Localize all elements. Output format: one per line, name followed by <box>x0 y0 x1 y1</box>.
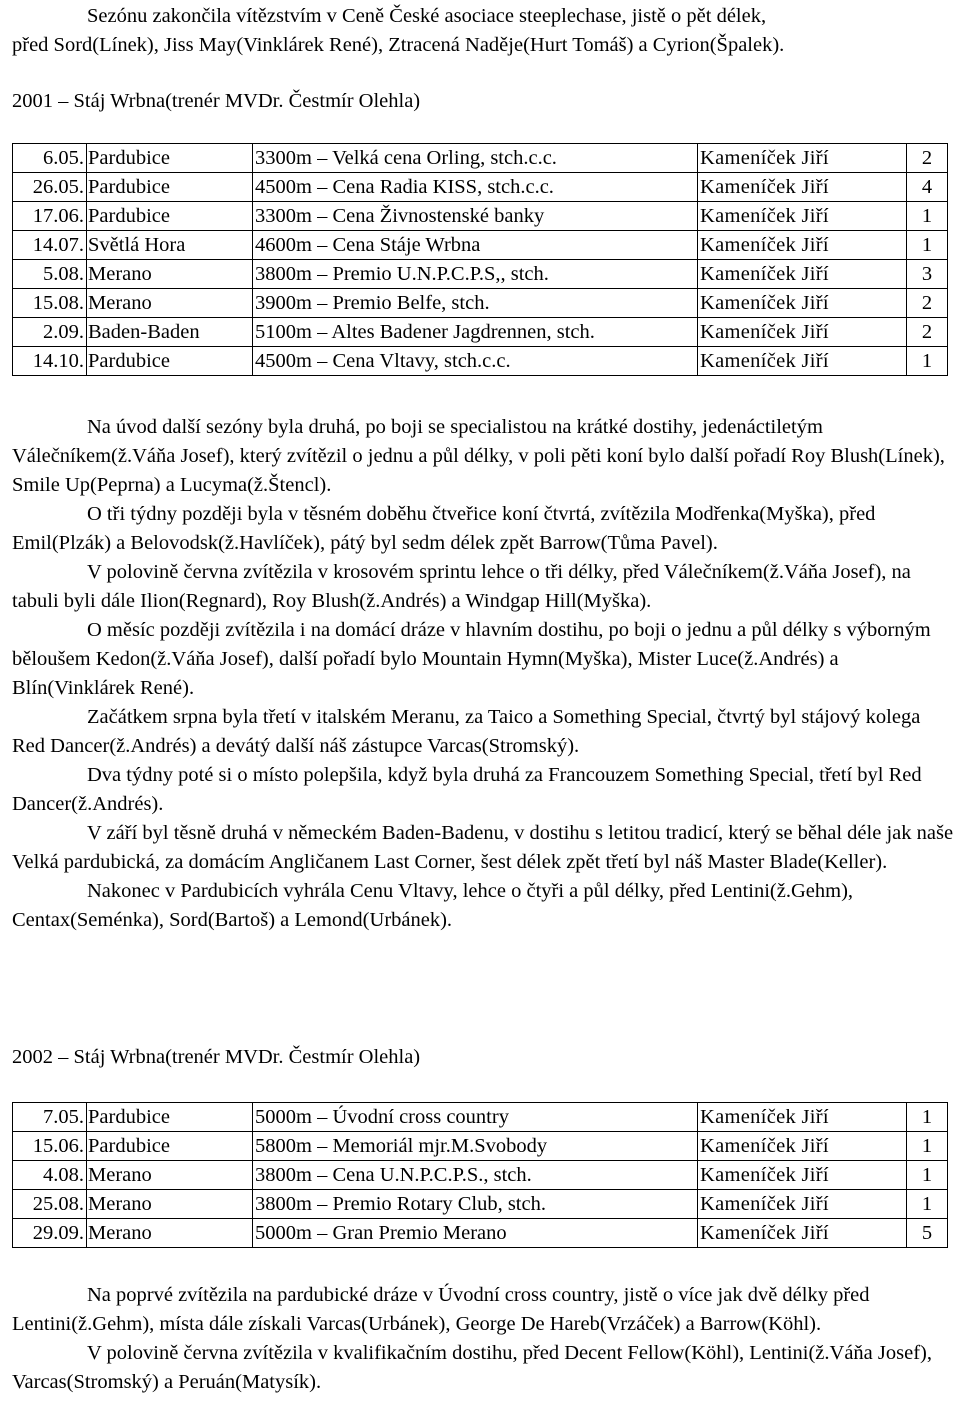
intro-line-1: Sezónu zakončila vítězstvím v Ceně České asociace steeplechase, jistě o pět délek, <box>87 5 767 27</box>
race-jockey: Kameníček Jiří <box>698 347 907 376</box>
race-jockey: Kameníček Jiří <box>698 231 907 260</box>
race-position: 1 <box>907 347 948 376</box>
table-row <box>13 1219 948 1248</box>
race-jockey: Kameníček Jiří <box>698 144 907 173</box>
table-row <box>13 289 948 318</box>
table-row <box>13 347 948 376</box>
table-row <box>13 144 948 173</box>
paragraph: V polovině června zvítězila v kvalifikačním dostihu, před Decent Fellow(Köhl), Lentini(ž.Váňa Josef), Varcas(Stromský) a Peruán(Matysík). <box>12 1342 932 1393</box>
race-date: 2.09. <box>13 318 87 347</box>
race-jockey: Kameníček Jiří <box>698 1132 907 1161</box>
race-table-2001 <box>12 143 948 376</box>
table-row <box>13 1161 948 1190</box>
race-place: Pardubice <box>87 202 253 231</box>
race-position: 2 <box>907 144 948 173</box>
race-name: 3300m – Velká cena Orling, stch.c.c. <box>253 144 698 173</box>
race-jockey: Kameníček Jiří <box>698 173 907 202</box>
race-date: 15.06. <box>13 1132 87 1161</box>
paragraph: V září byl těsně druhá v německém Baden-Badenu, v dostihu s letitou tradicí, který se běhal déle jak naše Velká pardubická, za domácím Angličanem Last Corner, šest délek zpět třetí byl náš Master Blade(Keller). <box>12 822 954 873</box>
season-heading-2001 <box>12 87 957 116</box>
table-row <box>13 260 948 289</box>
season-text-2002 <box>12 1281 957 1397</box>
table-row <box>13 1190 948 1219</box>
paragraph: Dva týdny poté si o místo polepšila, když byla druhá za Francouzem Something Special, třetí byl Red Dancer(ž.Andrés). <box>12 764 922 815</box>
race-position: 5 <box>907 1219 948 1248</box>
heading-2001: 2001 – Stáj Wrbna(trenér MVDr. Čestmír Olehla) <box>12 90 421 112</box>
race-place: Pardubice <box>87 1103 253 1132</box>
race-name: 4500m – Cena Vltavy, stch.c.c. <box>253 347 698 376</box>
race-name: 5000m – Úvodní cross country <box>253 1103 698 1132</box>
paragraph: O měsíc později zvítězila i na domácí dráze v hlavním dostihu, po boji o jednu a půl délky s výborným běloušem Kedon(ž.Váňa Josef), další pořadí bylo Mountain Hymn(Myška), Mister Luce(ž.Andrés) a Blín(Vinklárek René). <box>12 619 931 699</box>
race-place: Merano <box>87 289 253 318</box>
season-heading-2002 <box>12 1043 957 1072</box>
race-position: 1 <box>907 1103 948 1132</box>
table-row <box>13 1103 948 1132</box>
race-date: 14.10. <box>13 347 87 376</box>
race-date: 25.08. <box>13 1190 87 1219</box>
season-text-2001 <box>12 413 957 935</box>
intro-paragraph <box>12 2 957 60</box>
race-date: 6.05. <box>13 144 87 173</box>
paragraph: Na úvod další sezóny byla druhá, po boji se specialistou na krátké dostihy, jedenáctiletým Válečníkem(ž.Váňa Josef), který zvítězil o jednu a půl délky, v poli pěti koní bylo další pořadí Roy Blush(Línek), Smile Up(Peprna) a Lucyma(ž.Štencl). <box>12 416 945 496</box>
race-position: 1 <box>907 231 948 260</box>
race-jockey: Kameníček Jiří <box>698 260 907 289</box>
race-jockey: Kameníček Jiří <box>698 318 907 347</box>
race-jockey: Kameníček Jiří <box>698 1103 907 1132</box>
race-name: 3300m – Cena Živnostenské banky <box>253 202 698 231</box>
race-place: Pardubice <box>87 144 253 173</box>
race-place: Merano <box>87 1190 253 1219</box>
race-jockey: Kameníček Jiří <box>698 1161 907 1190</box>
table-row <box>13 173 948 202</box>
race-position: 1 <box>907 1190 948 1219</box>
race-place: Merano <box>87 260 253 289</box>
race-jockey: Kameníček Jiří <box>698 289 907 318</box>
race-place: Merano <box>87 1161 253 1190</box>
race-jockey: Kameníček Jiří <box>698 202 907 231</box>
race-place: Světlá Hora <box>87 231 253 260</box>
race-place: Pardubice <box>87 1132 253 1161</box>
table-row <box>13 202 948 231</box>
race-position: 1 <box>907 202 948 231</box>
paragraph: Nakonec v Pardubicích vyhrála Cenu Vltavy, lehce o čtyři a půl délky, před Lentini(ž.Gehm), Centax(Seménka), Sord(Bartoš) a Lemond(Urbánek). <box>12 880 854 931</box>
race-name: 3800m – Premio U.N.P.C.P.S,, stch. <box>253 260 698 289</box>
race-date: 7.05. <box>13 1103 87 1132</box>
paragraph: V polovině června zvítězila v krosovém sprintu lehce o tři délky, před Válečníkem(ž.Váňa Josef), na tabuli byli dále Ilion(Regnard), Roy Blush(ž.Andrés) a Windgap Hill(Myška). <box>12 561 911 612</box>
race-name: 5800m – Memoriál mjr.M.Svobody <box>253 1132 698 1161</box>
race-table-2002 <box>12 1102 948 1248</box>
race-place: Baden-Baden <box>87 318 253 347</box>
race-name: 3900m – Premio Belfe, stch. <box>253 289 698 318</box>
race-position: 2 <box>907 289 948 318</box>
race-name: 4600m – Cena Stáje Wrbna <box>253 231 698 260</box>
race-name: 5000m – Gran Premio Merano <box>253 1219 698 1248</box>
intro-line-2: před Sord(Línek), Jiss May(Vinklárek René), Ztracená Naděje(Hurt Tomáš) a Cyrion(Špalek). <box>12 34 785 56</box>
race-date: 14.07. <box>13 231 87 260</box>
race-position: 3 <box>907 260 948 289</box>
race-name: 3800m – Cena U.N.P.C.P.S., stch. <box>253 1161 698 1190</box>
race-position: 1 <box>907 1132 948 1161</box>
race-place: Pardubice <box>87 173 253 202</box>
race-position: 1 <box>907 1161 948 1190</box>
race-name: 4500m – Cena Radia KISS, stch.c.c. <box>253 173 698 202</box>
race-date: 4.08. <box>13 1161 87 1190</box>
race-date: 26.05. <box>13 173 87 202</box>
paragraph: O tři týdny později byla v těsném doběhu čtveřice koní čtvrtá, zvítězila Modřenka(Myška), před Emil(Plzák) a Belovodsk(ž.Havlíček), pátý byl sedm délek zpět Barrow(Tůma Pavel). <box>12 503 876 554</box>
race-jockey: Kameníček Jiří <box>698 1219 907 1248</box>
race-place: Merano <box>87 1219 253 1248</box>
table-row <box>13 231 948 260</box>
paragraph: Na poprvé zvítězila na pardubické dráze v Úvodní cross country, jistě o více jak dvě délky před Lentini(ž.Gehm), místa dále získali Varcas(Urbánek), George De Hareb(Vrzáček) a Barrow(Köhl). <box>12 1284 870 1335</box>
heading-2002: 2002 – Stáj Wrbna(trenér MVDr. Čestmír Olehla) <box>12 1046 421 1068</box>
race-jockey: Kameníček Jiří <box>698 1190 907 1219</box>
race-position: 2 <box>907 318 948 347</box>
race-date: 17.06. <box>13 202 87 231</box>
race-date: 15.08. <box>13 289 87 318</box>
table-row <box>13 1132 948 1161</box>
race-date: 5.08. <box>13 260 87 289</box>
paragraph: Začátkem srpna byla třetí v italském Meranu, za Taico a Something Special, čtvrtý byl stájový kolega Red Dancer(ž.Andrés) a devátý další náš zástupce Varcas(Stromský). <box>12 706 921 757</box>
race-name: 3800m – Premio Rotary Club, stch. <box>253 1190 698 1219</box>
race-name: 5100m – Altes Badener Jagdrennen, stch. <box>253 318 698 347</box>
race-place: Pardubice <box>87 347 253 376</box>
race-date: 29.09. <box>13 1219 87 1248</box>
table-row <box>13 318 948 347</box>
race-position: 4 <box>907 173 948 202</box>
